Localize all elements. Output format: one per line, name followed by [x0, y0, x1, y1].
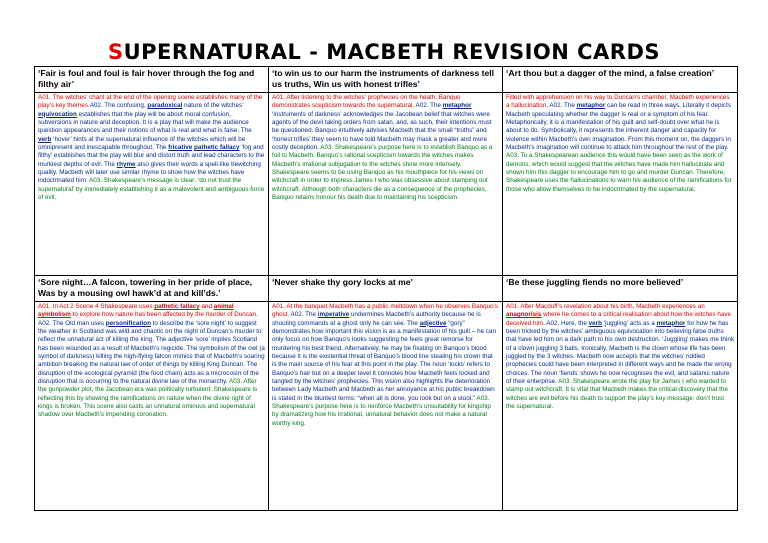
- card-analysis: [503, 93, 738, 276]
- card-quote: [503, 276, 738, 302]
- ao1-text: A01. At the banquet Macbeth has a public meltdown when he observes Banquo’s ghost.: [272, 303, 499, 319]
- ao2-text: to describe the ‘sore night’ to suggest the weather in Scotland was wild and chaotic on the night of Duncan’s murder to reflect the unnatural act of killing the king. The adjective ‘sore’ implies Scotland has been wounded as a result of Macbeth’s regicide. The symbolism of the owl (a symbol of darkness) killing the high-flying falcon mimics that of Macbeth’s soaring ambition breaking the natural law of order of things by killing King Duncan. The disruption of the ecological pyramid (the food chain) acts as a microcosm of the disruption that is occurring to the natural divine law of the monarchy.: [38, 319, 265, 386]
- header: [0, 0, 768, 66]
- quote-text: ‘Art thou but a dagger of the mind, a false creation’: [506, 68, 715, 78]
- ao1-text: Filled with apprehension on his way to Duncan’s chamber, Macbeth experiences a hallucination.: [506, 94, 730, 110]
- key-term: adjective: [419, 319, 447, 327]
- ao2-text: A02. The Old man uses: [38, 319, 106, 327]
- key-term: pathetic fallacy: [194, 144, 240, 152]
- quote-row-1: [35, 67, 738, 93]
- ao3-text: A03. Shakespeare wrote the play for James I who wanted to stamp out witchcraft. It is vital that Macbeth makes the critical discovery that the witches are evil before his death to support the play’s key message: don’t trust the supernatural.: [506, 378, 728, 411]
- ao2-text: A02. The: [289, 311, 318, 319]
- ao3-text: A03. Shakespeare’s message is clear: ‘do not trust the supernatural’ by immediately establishing it as a malevolent and ambiguous force of evil.: [38, 177, 265, 202]
- ao3-text: A03. Shakespeare’s purpose here is to reinforce Macbeth’s unsuitability for kingship by dramatizing how his irrational, unnatural behavior does not make a natural worthy king.: [272, 394, 491, 427]
- card-quote: [35, 67, 269, 93]
- ao2-text: nature of the witches’: [182, 102, 244, 110]
- card-quote: [269, 67, 503, 93]
- ao1-text: A01. After listening to the witches’ prophecies on the heath, Banquo demonstrates scepticism towards the supernatural.: [272, 94, 461, 110]
- quote-text: ‘Never shake thy gory locks at me’: [272, 277, 413, 287]
- title-first-letter: S: [107, 40, 124, 64]
- key-term: verb: [588, 319, 602, 327]
- quote-text: ‘to win us to our harm the instruments of darkness tell us truths, Win us with honest trifles’: [272, 68, 495, 89]
- analysis-row-1: [35, 93, 738, 276]
- card-analysis: [269, 93, 503, 276]
- ao2-text: also gives their words a spell-like bewitching quality. Macbeth will later use similar rhyme to show how the witches have indoctrinated him.: [38, 160, 261, 185]
- page-title: [108, 40, 660, 64]
- key-term: imperative: [317, 311, 350, 319]
- key-term: metaphor: [576, 102, 606, 110]
- key-term: animal symbolism: [38, 303, 234, 319]
- ao2-text: ‘instruments of darkness’ acknowledges the Jacobean belief that witches were agents of the devil taking orders from satan, and, as such, their intentions must be questioned. Banquo intuitively advises Macbeth that the small “truths” and ‘honest trifles’ they seem to have told Macbeth may mask a greater and more costly deception.: [272, 110, 492, 152]
- ao2-text: A02. Here, the: [544, 319, 589, 327]
- card-quote: [35, 276, 269, 302]
- card-analysis: [35, 93, 269, 276]
- ao1-text: A01. In Act 2 Scene 4 Shakespeare uses: [38, 303, 155, 310]
- ao1-text: to explore how nature has been affected by the murder of Duncan.: [70, 311, 258, 319]
- ao3-text: A03. To a Shakespearean audience this would have been seen as the work of demons, which would suggest that the witches have made him hallucinate and shown him this dagger to encourage him to go and murder Duncan. Therefore, Shakespeare uses the hallucinations to warn his audience of the ramifications for those who allow themselves to be indoctrinated by the supernatural.: [506, 152, 732, 193]
- key-term: anagnorisis: [506, 311, 542, 319]
- ao2-text: A02. The confusing,: [89, 102, 148, 110]
- ao1-text: A01. After Macduff’s revelation about his birth, Macbeth experiences an: [506, 303, 705, 310]
- quote-text: ‘Be these juggling fiends no more believed’: [506, 277, 684, 287]
- ao2-text: can be read in three ways. Literally it depicts Macbeth speculating whether the dagger is real or a symptom of his fear. Metaphorically, it is a manifestation of his guilt and self-doubt over what he is about to do. Symbolically, it represents the inherent danger and capacity for violence within Macbeth’s own imagination. From this moment on, the daggers in Macbeth’s imagination will continue to attack him throughout the rest of the play.: [506, 102, 731, 152]
- ao2-text: establishes that the play will be about moral confusion, subversions in nature and deception. It is a play that will make the audience question appearances and their notions of what is real and what is false. The: [38, 110, 252, 135]
- card-quote: [269, 276, 503, 302]
- title-rest: UPERNATURAL - MACBETH REVISION CARDS: [123, 40, 661, 64]
- key-term: verb: [38, 135, 52, 143]
- ao2-text: “gory” demonstrates how important this vision is as a manifestation of his guilt – he can only focus on how Banquo’s looks suggesting he feels great remorse for murdering his best friend. Alternatively, he may be fixating on Banquo’s blood because it is the existential threat of Banquo’s blood line stealing his crown that is the main source of his fear at this point in the play. The noun ‘locks’ refers to Banquo’s hair but on a deeper level it connotes how Macbeth feels locked and tangled by the witches’ prophecies. This vision also highlights the deterioration between Lady Macbeth and Macbeth as her annoyance at his public breakdown is stated in the bluntest terms: “when all is done, you look but on a stool.”: [272, 319, 497, 402]
- card-analysis: [503, 302, 738, 511]
- key-term: pathetic fallacy: [154, 303, 200, 310]
- quote-text: ‘Fair is foul and foul is fair hover through the fog and filthy air’: [38, 68, 255, 89]
- card-quote: [503, 67, 738, 93]
- quote-row-2: [35, 276, 738, 302]
- key-term: metaphor: [442, 102, 472, 110]
- ao3-text: A03. After the gunpowder plot, the Jacobean era was politically turbulent. Shakespeare is reflecting this by showing the ramifications on nature when the divine right of kings is broken. This scene also casts an unnatural ominous and supernatural shadow over Macbeth’s impending coronation.: [38, 378, 258, 419]
- ao2-text: ‘hover’ hints at the supernatural influence of the witches which will be omnipresent and inescapable throughout. The: [38, 135, 246, 152]
- ao1-text: A01. The witches’ chant at the end of the opening scene establishes many of the play’s key themes.: [38, 94, 263, 110]
- ao1-text: where he comes to a critical realisation about how the witches have deceived him.: [506, 311, 732, 327]
- key-term: metaphor: [656, 319, 686, 327]
- ao2-text: A02. The: [414, 102, 443, 110]
- key-term: equivocation: [38, 110, 77, 118]
- quote-text: ‘Sore night…A falcon, towering in her pride of place, Was by a mousing owl hawk’d at and kill’ds.’: [38, 277, 253, 298]
- analysis-row-2: [35, 302, 738, 511]
- ao1-text: and: [199, 303, 214, 310]
- key-term: personification: [105, 319, 151, 327]
- ao2-text: ‘juggling’ acts as a: [601, 319, 657, 327]
- revision-cards-table: [34, 66, 738, 511]
- ao2-text: undermines Macbeth’s authority because he is shouting commands at a ghost only he can see. The: [272, 311, 481, 327]
- key-term: rhyme: [116, 160, 136, 168]
- card-analysis: [269, 302, 503, 511]
- ao2-text: A02. The: [548, 102, 577, 110]
- ao2-text: for how he has been tricked by the witches’ ambiguous equivocation into believing false truths that have led him on a dark path to his own destruction. ‘Juggling’ makes me think of a clown juggling 3 balls. Ironically, Macbeth is the clown whose life has been juggled by the 3 witches. Macbeth now accepts that the witches’ riddled prophecies could have been interpreted in different ways and he made the wrong choices. The noun ‘fiends’ shows he now recognises the evil, and satanic nature of their enterprise.: [506, 319, 734, 386]
- key-term: fricative: [168, 144, 193, 152]
- ao3-text: A03. Shakespeare’s purpose here is to establish Banquo as a foil to Macbeth. Banquo’s rational scepticism towards the witches makes Macbeth’s irrational subjugation to the witches shine more intensely. Shakespeare seems to be using Banquo as his mouthpiece for his views on witchcraft in order to impress James I who was obsessive about stamping out witchcraft. Although both characters die as a consequence of the prophecies, Banquo retains honour his death due to maintaining his scepticism.: [272, 144, 493, 202]
- ao2-text: ‘fog and filthy’ establishes that the play will blur and distort truth and lead characters to the murkiest depths of evil. The: [38, 144, 265, 168]
- card-analysis: [35, 302, 269, 511]
- key-term: paradoxical: [147, 102, 183, 110]
